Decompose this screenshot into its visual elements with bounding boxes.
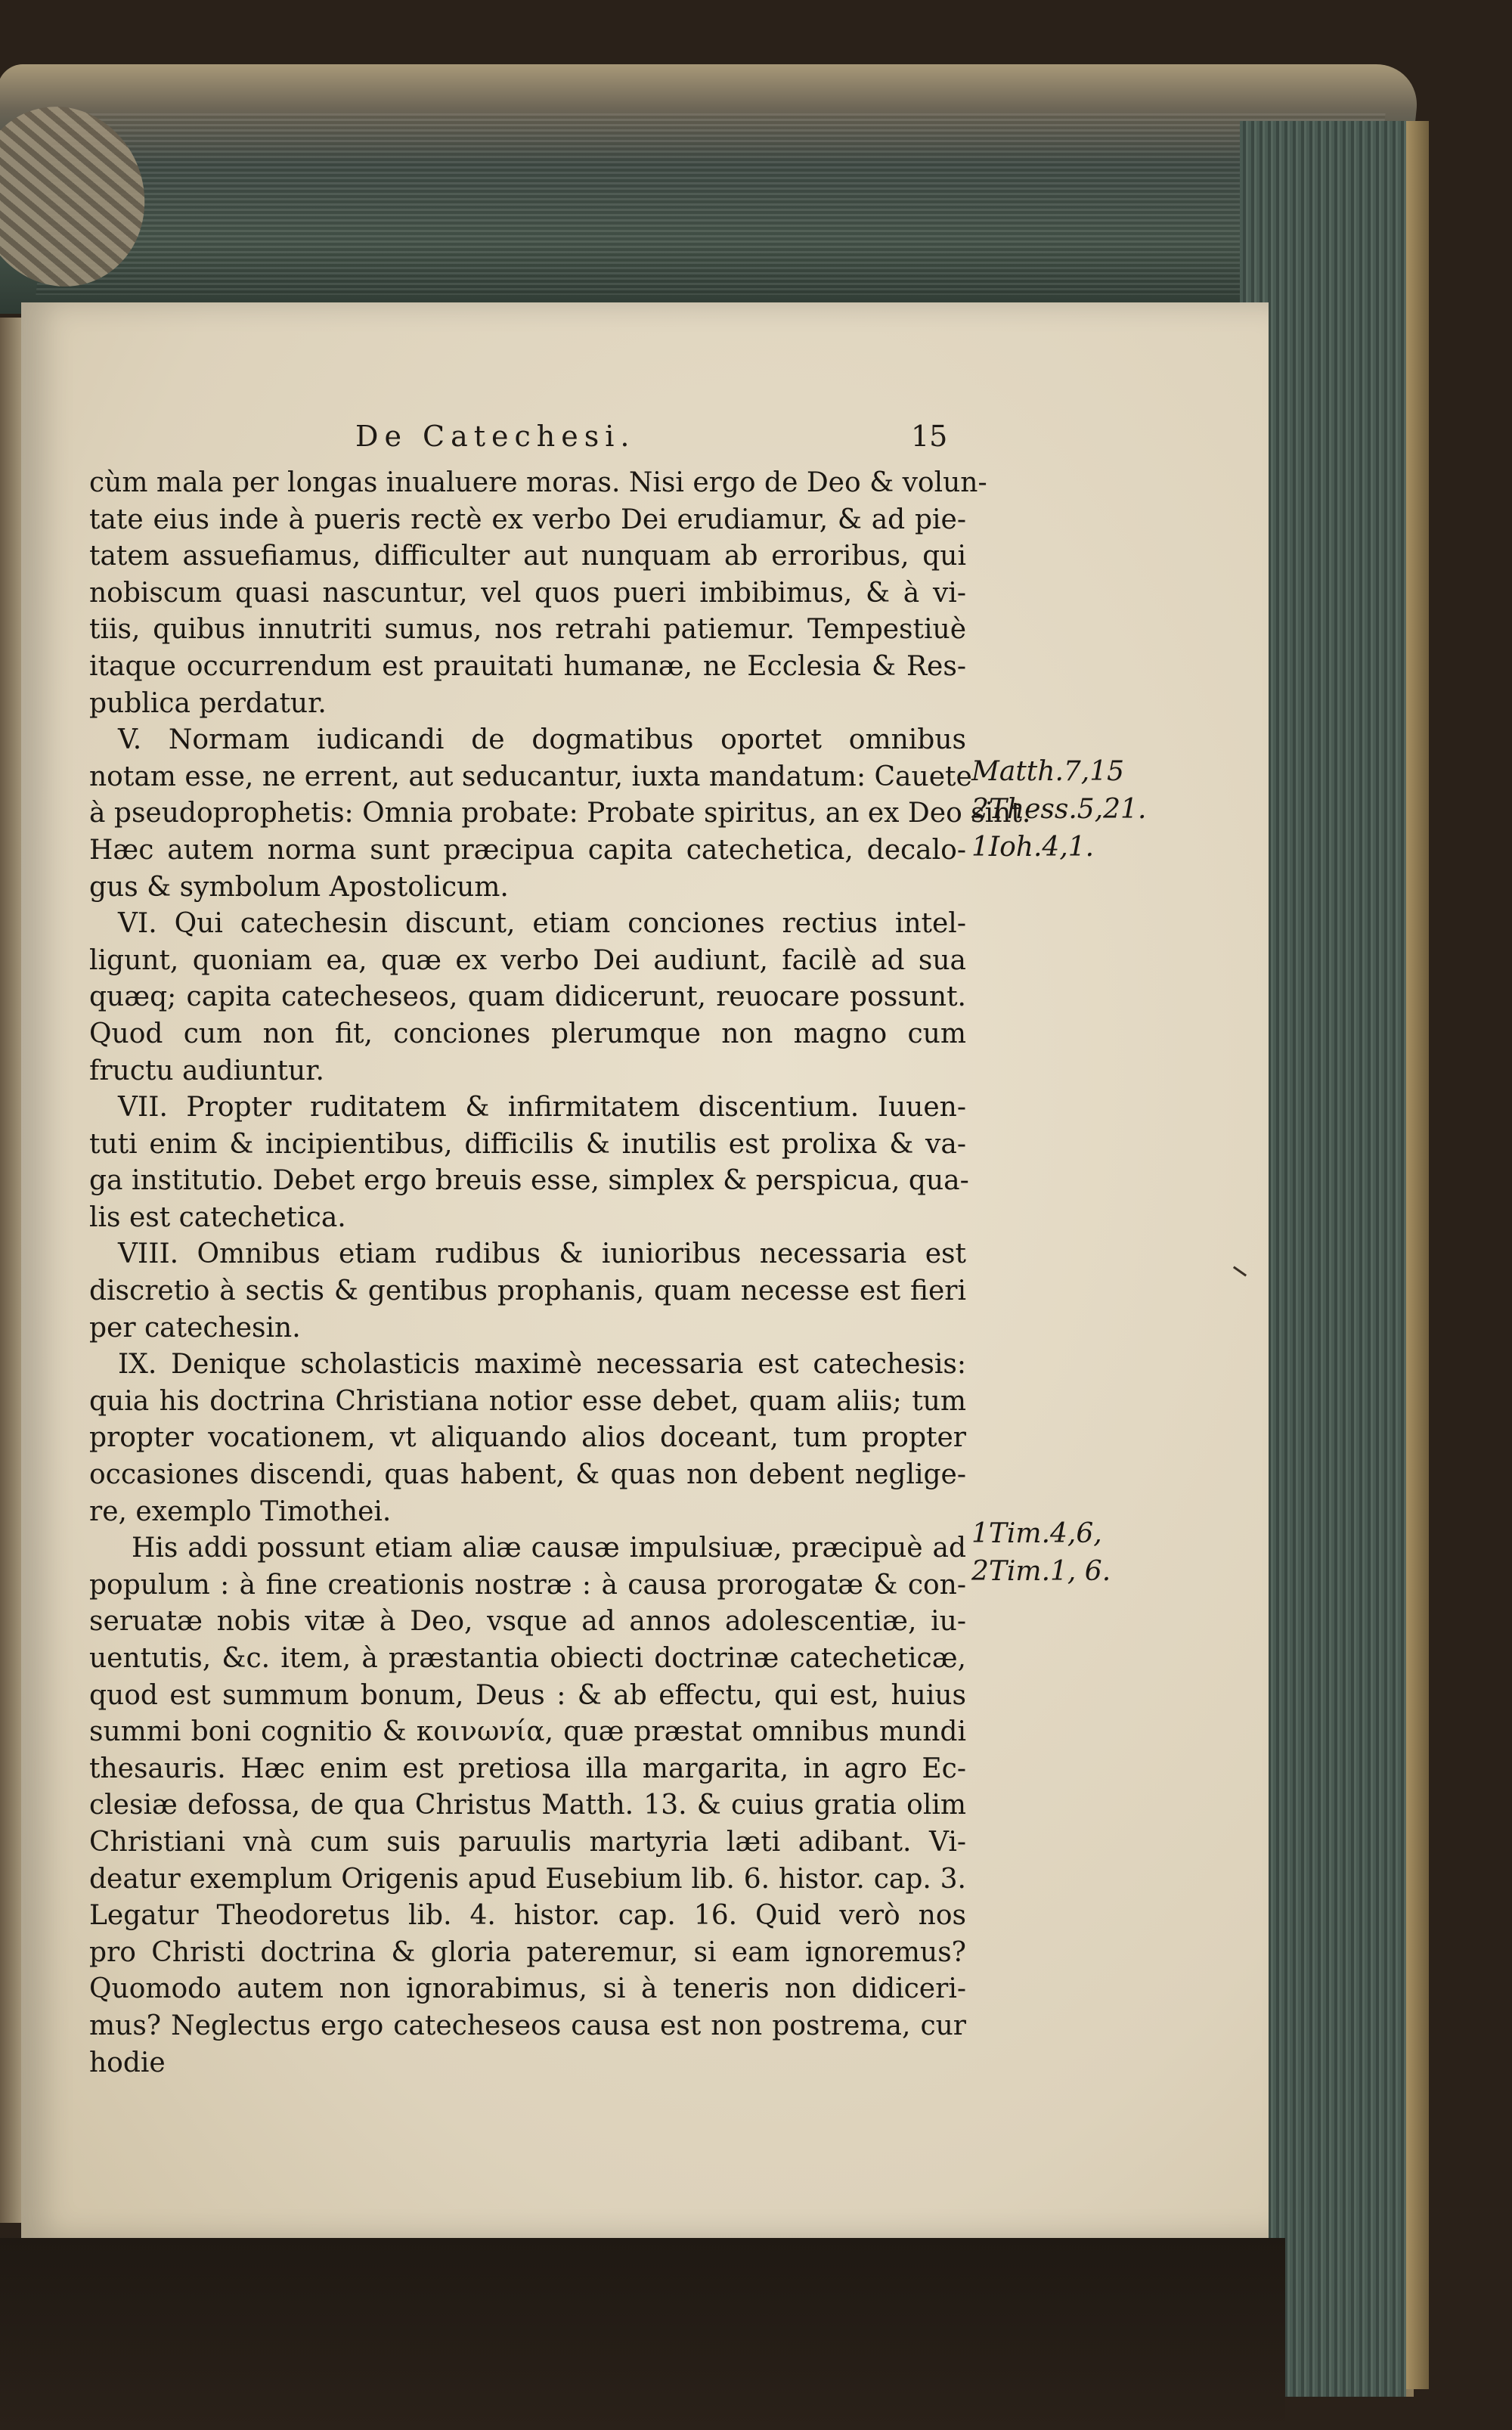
text-line: re, exemplo Timothei. — [89, 1496, 392, 1527]
text-line: summi boni cognitio & κοινωνία, quæ præstat omnibus mundi — [89, 1716, 966, 1748]
margin-reference: 1Ioh.4,1. — [971, 832, 1095, 863]
text-line: hodie — [89, 2047, 166, 2078]
text-line: Legatur Theodoretus lib. 4. histor. cap. 16. Quid verò nos — [89, 1900, 966, 1932]
text-line: à pseudoprophetis: Omnia probate: Probate spiritus, an ex Deo sint. — [89, 798, 1031, 829]
text-line: VI. Qui catechesin discunt, etiam conciones rectius intel- — [118, 908, 966, 940]
text-line: mus? Neglectus ergo catecheseos causa est non postrema, cur — [89, 2010, 966, 2041]
text-line: ga institutio. Debet ergo breuis esse, simplex & perspicua, qua- — [89, 1165, 969, 1197]
running-head: De Catechesi. — [355, 420, 636, 453]
page-number: 15 — [911, 420, 948, 453]
text-line: nobiscum quasi nascuntur, vel quos pueri imbibimus, & à vi- — [89, 577, 966, 609]
text-line: per catechesin. — [89, 1312, 301, 1344]
text-line: V. Normam iudicandi de dogmatibus oportet omnibus — [118, 724, 966, 756]
text-line: VII. Propter ruditatem & infirmitatem discentium. Iuuen- — [118, 1092, 966, 1124]
text-line: Christiani vnà cum suis paruulis martyria læti adibant. Vi- — [89, 1826, 966, 1858]
text-line: tatem assuefiamus, difficulter aut nunquam ab erroribus, qui — [89, 541, 966, 572]
margin-reference: 2Thess.5,21. — [971, 794, 1147, 825]
text-line: quod est summum bonum, Deus : & ab effectu, qui est, huius — [89, 1679, 966, 1711]
text-line: occasiones discendi, quas habent, & quas non debent neglige- — [89, 1459, 966, 1491]
text-line: quæq; capita catecheseos, quam didicerunt, reuocare possunt. — [89, 981, 966, 1013]
text-line: populum : à fine creationis nostræ : à causa prorogatæ & con- — [89, 1569, 966, 1601]
text-line: propter vocationem, vt aliquando alios doceant, tum propter — [89, 1422, 966, 1454]
text-line: deatur exemplum Origenis apud Eusebium lib. 6. histor. cap. 3. — [89, 1863, 966, 1895]
margin-reference: Matth.7,15 — [971, 756, 1125, 787]
text-line: Quod cum non fit, conciones plerumque non magno cum — [89, 1018, 966, 1049]
text-line: ligunt, quoniam ea, quæ ex verbo Dei audiunt, facilè ad sua — [89, 944, 966, 976]
text-line: uentutis, &c. item, à præstantia obiecti doctrinæ catecheticæ, — [89, 1643, 966, 1674]
text-line: notam esse, ne errent, aut seducantur, iuxta mandatum: Cauete — [89, 761, 972, 792]
text-line: Hæc autem norma sunt præcipua capita catechetica, decalo- — [89, 834, 966, 866]
main-text-block — [89, 465, 1031, 2081]
text-line: VIII. Omnibus etiam rudibus & iunioribus necessaria est — [118, 1238, 966, 1270]
text-line: tuti enim & incipientibus, difficilis & inutilis est prolixa & va- — [89, 1128, 966, 1160]
margin-reference: 2Tim.1, 6. — [971, 1556, 1111, 1587]
book-cover-edge — [1406, 121, 1429, 2389]
text-line: Quomodo autem non ignorabimus, si à teneris non didiceri- — [89, 1973, 966, 2005]
text-line: publica perdatur. — [89, 687, 327, 719]
text-line: quia his doctrina Christiana notior esse debet, quam aliis; tum — [89, 1385, 966, 1417]
text-line: seruatæ nobis vitæ à Deo, vsque ad annos adolescentiæ, iu- — [89, 1606, 966, 1638]
text-line: clesiæ defossa, de qua Christus Matth. 13. & cuius gratia olim — [89, 1790, 966, 1821]
page-bottom-shadow — [0, 2238, 1285, 2430]
text-line: His addi possunt etiam aliæ causæ impulsiuæ, præcipuè ad — [132, 1533, 966, 1564]
margin-reference: 1Tim.4,6, — [971, 1518, 1102, 1549]
text-line: itaque occurrendum est prauitati humanæ, ne Ecclesia & Res- — [89, 650, 966, 682]
text-line: lis est catechetica. — [89, 1201, 346, 1233]
book-top-page-lines — [36, 113, 1385, 295]
text-line: tate eius inde à pueris rectè ex verbo Dei erudiamur, & ad pie- — [89, 504, 966, 535]
text-line: pro Christi doctrina & gloria pateremur, si eam ignoremus? — [89, 1936, 966, 1968]
text-line: tiis, quibus innutriti sumus, nos retrahi patiemur. Tempestiuè — [89, 614, 966, 646]
text-line: fructu audiuntur. — [89, 1055, 324, 1086]
text-line: IX. Denique scholasticis maximè necessaria est catechesis: — [118, 1349, 966, 1381]
text-line: gus & symbolum Apostolicum. — [89, 871, 509, 903]
text-line: cùm mala per longas inualuere moras. Nisi ergo de Deo & volun- — [89, 467, 987, 498]
text-line: thesauris. Hæc enim est pretiosa illa margarita, in agro Ec- — [89, 1753, 966, 1784]
text-line: discretio à sectis & gentibus prophanis, quam necesse est fieri — [89, 1275, 966, 1307]
